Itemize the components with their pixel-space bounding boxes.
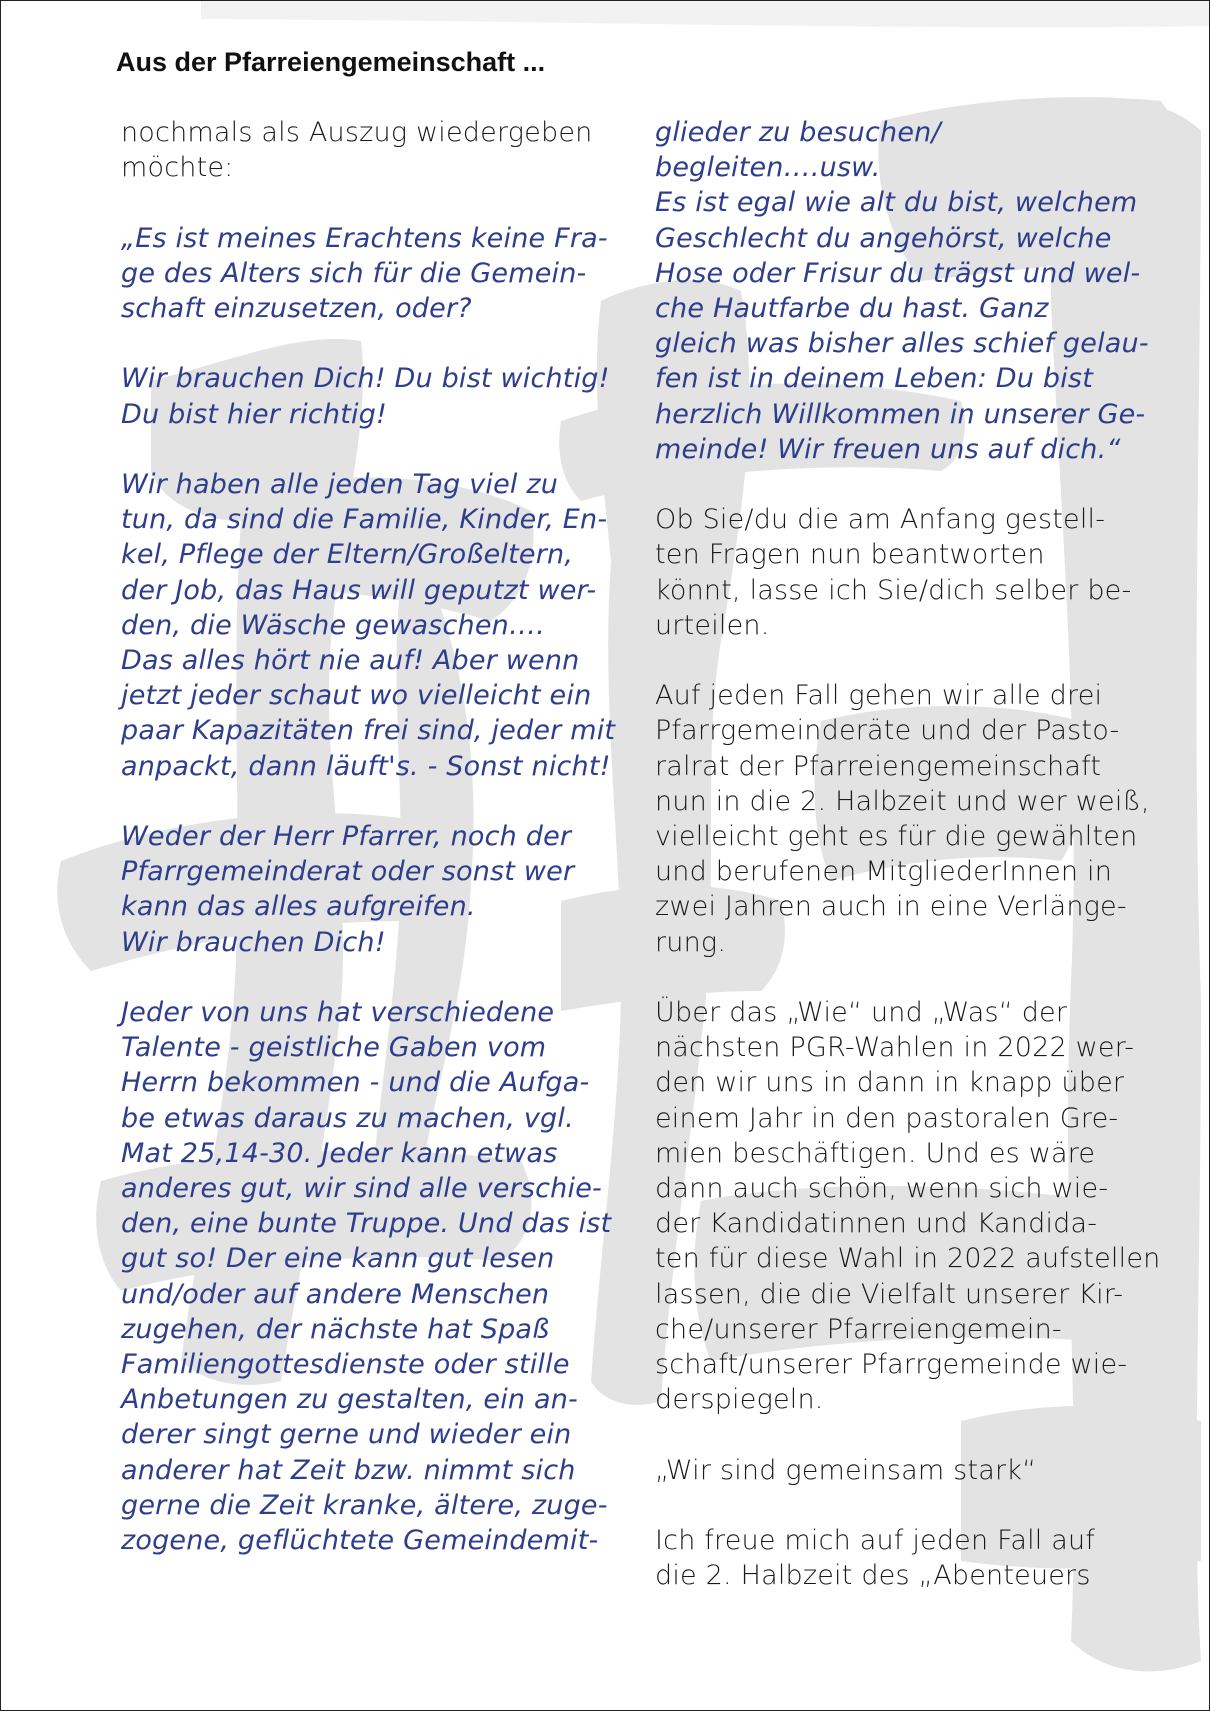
right-column [655, 115, 1165, 1593]
quote-paragraph-pastor: Weder der Herr Pfarrer, noch der Pfarrgemeinderat oder sonst wer kann das alles aufgreifen. Wir brauchen Dich! [121, 821, 575, 958]
paragraph-second-half: Auf jeden Fall gehen wir alle drei Pfarrgemeinderäte und der Pasto- ralrat der Pfarreiengemeinschaft nun in die 2. Halbzeit und wer weiß, vielleicht geht es für die gewählten und berufenen MitgliederInnen in zwei Jahren auch in eine Verlänge- rung. [655, 680, 1150, 958]
paragraph-elections: Über das „Wie“ und „Was“ der nächsten PGR-Wahlen in 2022 wer- den wir uns in dann in knapp über einem Jahr in den pastoralen Gre- mien beschäftigen. Und es wäre dann auch schön, wenn sich wie- der Kandidatinnen und Kandida- ten für diese Wahl in 2022 aufstellen lassen, die die Vielfalt unserer Kir- che/unserer Pfarreiengemein- schaft/unserer Pfarrgemeinde wie- derspiegeln. [655, 997, 1161, 1416]
quote-paragraph-needed: Wir brauchen Dich! Du bist wichtig! Du bist hier richtig! [121, 363, 610, 430]
left-column [121, 115, 631, 1558]
page-title: Aus der Pfarreiengemeinschaft ... [116, 47, 546, 77]
paragraph-closing: Ich freue mich auf jeden Fall auf die 2. Halbzeit des „Abenteuers [655, 1525, 1096, 1592]
quote-paragraph-busy: Wir haben alle jeden Tag viel zu tun, da sind die Familie, Kinder, En- kel, Pflege der Eltern/Großeltern, der Job, das Haus will geputzt wer- den, die Wäsche gewaschen…. Das alles hört nie auf! Aber wenn jetzt jeder schaut wo vielleicht ein paar Kapazitäten frei sind, jeder mit anpackt, dann läuft's. - Sonst nicht! [121, 468, 616, 782]
quote-paragraph-age: „Es ist meines Erachtens keine Fra- ge des Alters sich für die Gemein- schaft einzusetzen, oder? [121, 222, 608, 324]
paragraph-questions: Ob Sie/du die am Anfang gestell- ten Fragen nun beantworten könnt, lasse ich Sie/dich selber be- urteilen. [655, 504, 1132, 641]
intro-paragraph: nochmals als Auszug wiedergeben möchte: [121, 117, 593, 184]
paragraph-motto: „Wir sind gemeinsam stark“ [655, 1454, 1037, 1486]
quote-paragraph-talents: Jeder von uns hat verschiedene Talente - geistliche Gaben vom Herrn bekommen - und die Aufga- be etwas daraus zu machen, vgl. Mat 25,14-30. Jeder kann etwas anderes gut, wir sind alle verschie- den, eine bunte Truppe. Und das ist gut so! Der eine kann gut lesen und/oder auf andere Menschen zugehen, der nächste hat Spaß Familiengottesdienste oder stille Anbetungen zu gestalten, ein an- derer singt gerne und wieder ein anderer hat Zeit bzw. nimmt sich gerne die Zeit kranke, ältere, zuge- zogene, geflüchtete Gemeindemit- [121, 997, 612, 1557]
quote-paragraph-welcome: glieder zu besuchen/ begleiten….usw. Es ist egal wie alt du bist, welchem Geschlecht du angehörst, welche Hose oder Frisur du trägst und wel- che Hautfarbe du hast. Ganz gleich was bisher alles schief gelau- fen ist in deinem Leben: Du bist herzlich Willkommen in unserer Ge- meinde! Wir freuen uns auf dich.“ [655, 117, 1149, 465]
